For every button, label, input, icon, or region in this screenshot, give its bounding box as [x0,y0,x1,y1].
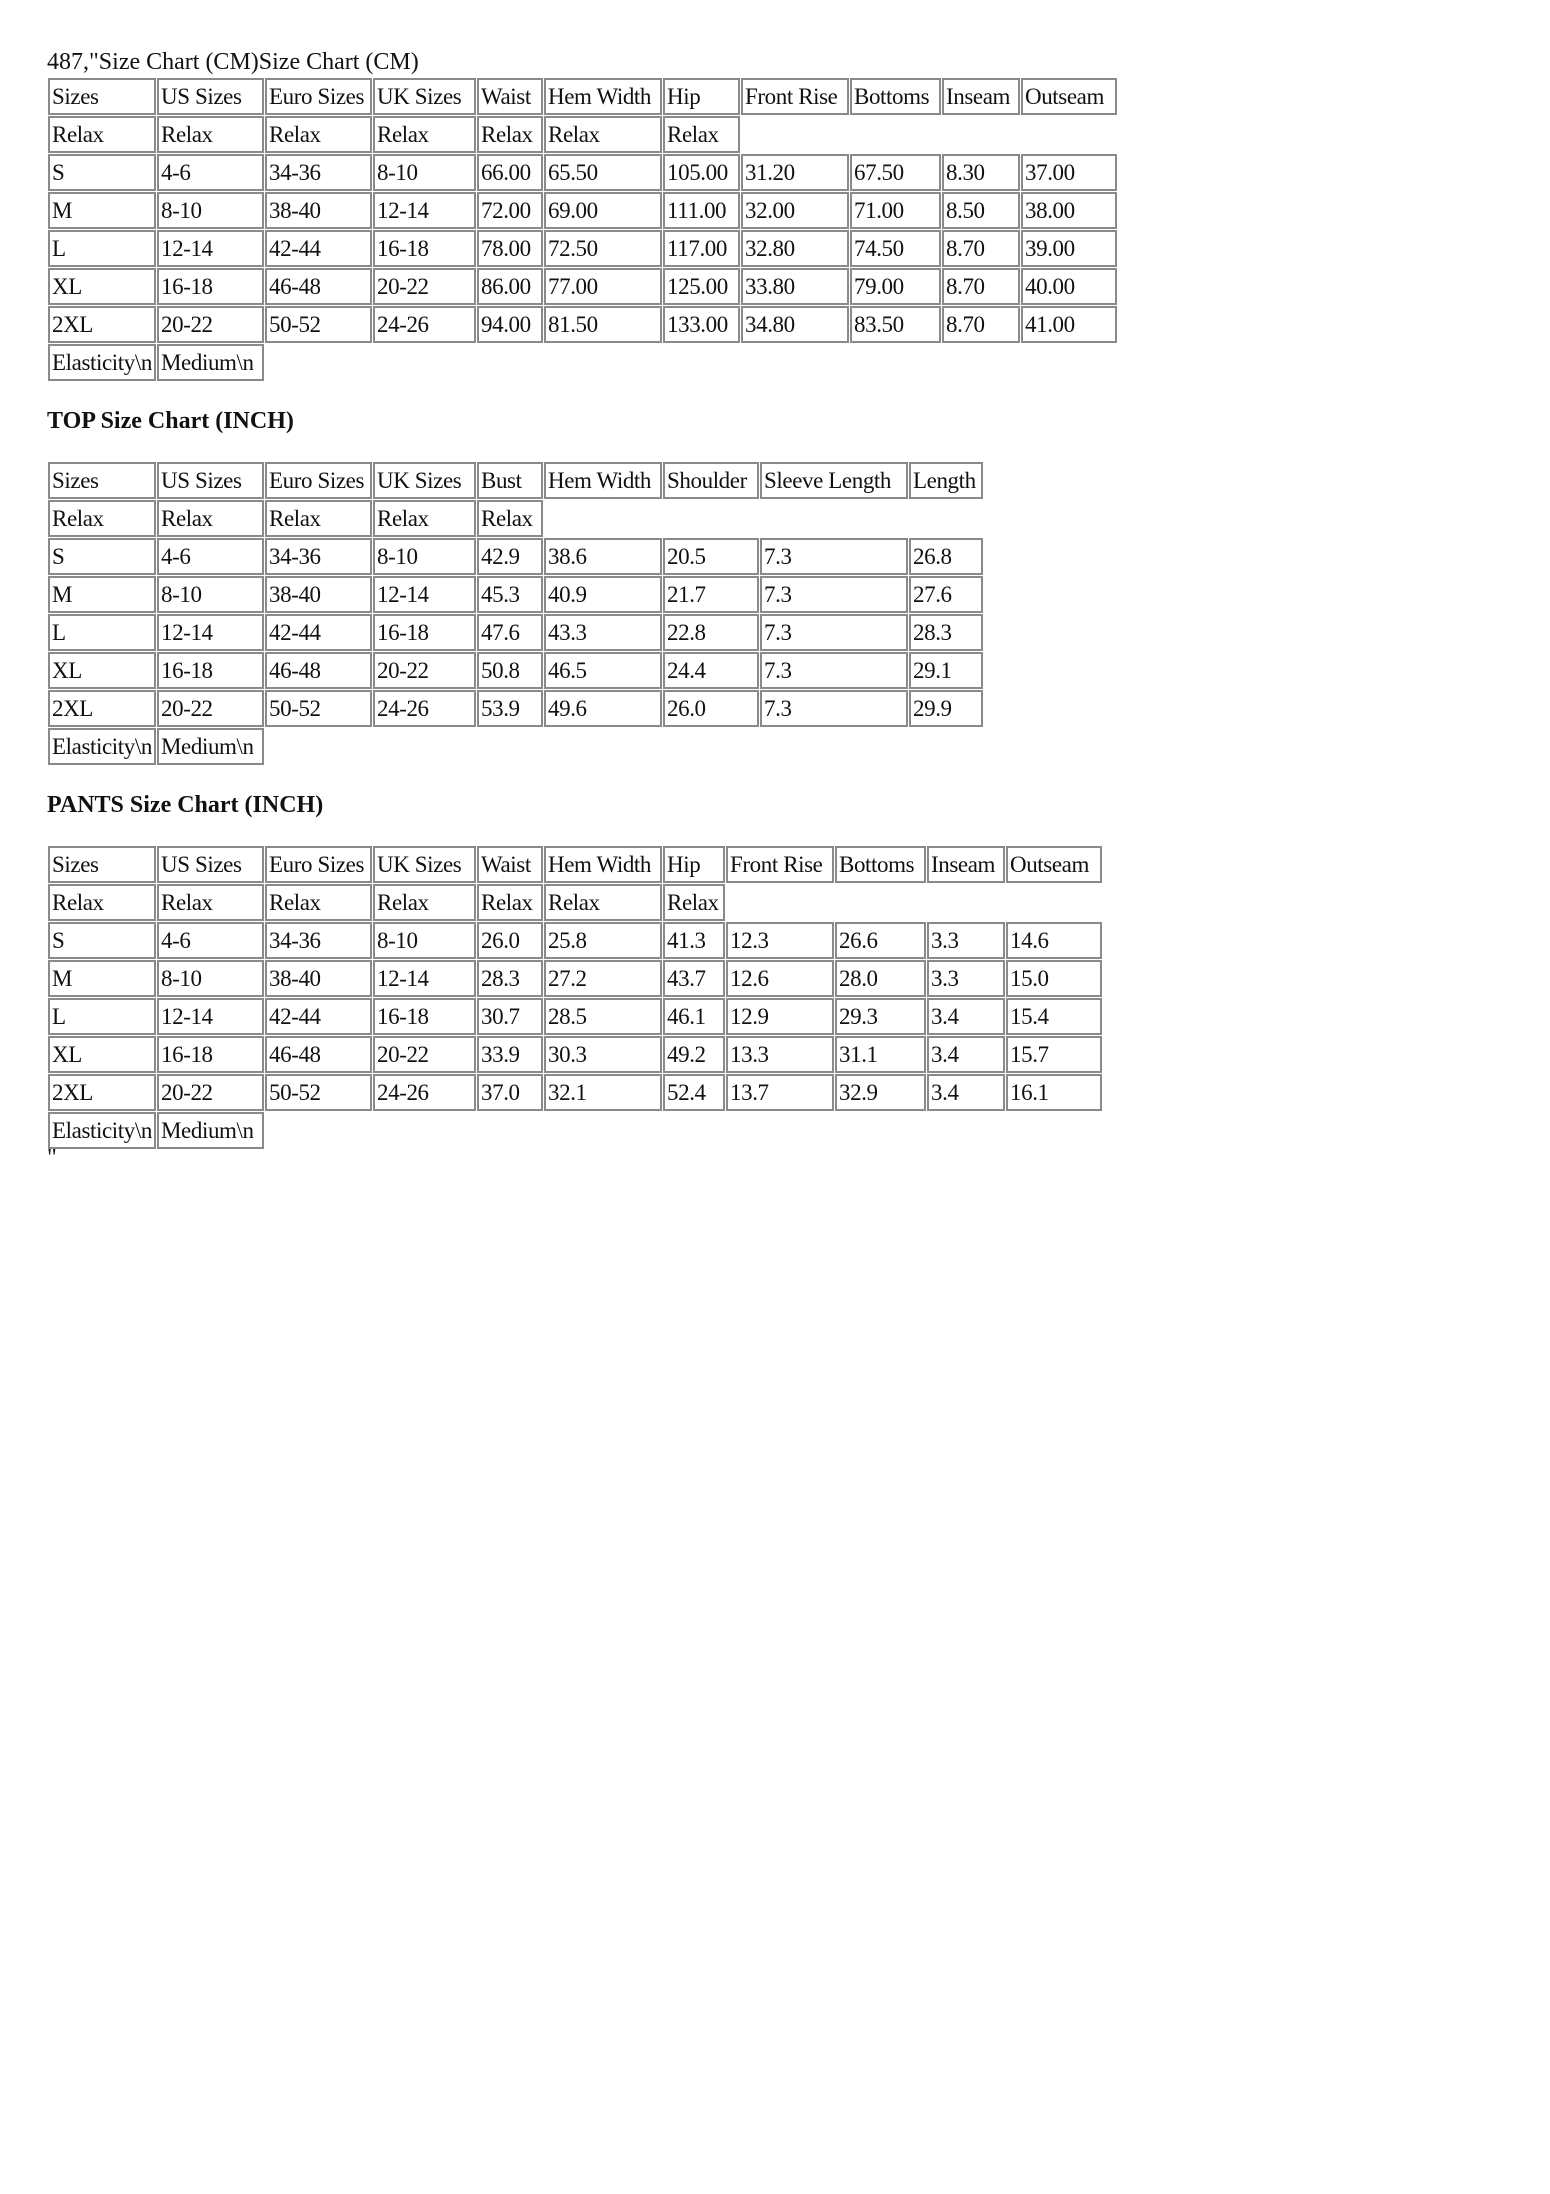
table-cell: 15.7 [1006,1036,1102,1073]
closing-quote: " [47,1145,57,1171]
empty-cell [850,116,941,153]
table-cell: 32.9 [835,1074,926,1111]
table-row [48,652,983,689]
empty-cell [927,1112,1005,1149]
table-cell: 45.3 [477,576,543,613]
table-cell: 34-36 [265,922,372,959]
table-cell: US Sizes [157,78,264,115]
table-cell: Elasticity\n [48,1112,156,1149]
table-cell: 38.6 [544,538,662,575]
empty-cell [373,344,476,381]
table-cell: 47.6 [477,614,543,651]
table-cell: 50-52 [265,690,372,727]
table-cell: 46-48 [265,1036,372,1073]
empty-cell [663,1112,725,1149]
table-cell: Relax [477,884,543,921]
table-cell: 20-22 [157,690,264,727]
table-cell: XL [48,652,156,689]
empty-cell [265,344,372,381]
table-row [48,922,1102,959]
table-cell: 27.2 [544,960,662,997]
table-cell: 8.70 [942,268,1020,305]
table-cell: Hip [663,846,725,883]
table-cell: Inseam [942,78,1020,115]
elasticity-row [48,728,983,765]
table-cell: 32.1 [544,1074,662,1111]
table-cell: Medium\n [157,1112,264,1149]
table-cell: 2XL [48,306,156,343]
table-cell: Relax [265,500,372,537]
table-cell: M [48,960,156,997]
table-cell: 28.3 [477,960,543,997]
table-cell: 12-14 [373,192,476,229]
table-cell: 26.0 [477,922,543,959]
table-cell: Relax [477,500,543,537]
table-row [48,154,1117,191]
table-cell: 16-18 [373,998,476,1035]
header-row [48,846,1102,883]
table-cell: 33.80 [741,268,849,305]
empty-cell [1021,116,1117,153]
empty-cell [942,116,1020,153]
table-cell: 3.3 [927,960,1005,997]
table-cell: 37.0 [477,1074,543,1111]
table-cell: Inseam [927,846,1005,883]
table-cell: 37.00 [1021,154,1117,191]
table-cell: Euro Sizes [265,78,372,115]
table-cell: 24-26 [373,1074,476,1111]
table-cell: 12.3 [726,922,834,959]
table-cell: 26.8 [909,538,983,575]
empty-cell [1006,1112,1102,1149]
table-cell: 14.6 [1006,922,1102,959]
empty-cell [663,728,759,765]
table-cell: 66.00 [477,154,543,191]
table-cell: 42.9 [477,538,543,575]
table-cell: 34-36 [265,154,372,191]
pants-chart-title: PANTS Size Chart (INCH) [47,792,324,818]
table-cell: Relax [48,116,156,153]
table-cell: 7.3 [760,652,908,689]
table-row [48,306,1117,343]
table-cell: 77.00 [544,268,662,305]
table-cell: 78.00 [477,230,543,267]
table-cell: 16-18 [157,268,264,305]
table-cell: Euro Sizes [265,462,372,499]
table-cell: 72.50 [544,230,662,267]
empty-cell [909,500,983,537]
table-cell: 12-14 [157,998,264,1035]
table-cell: 20.5 [663,538,759,575]
table-cell: S [48,538,156,575]
table-cell: 42-44 [265,998,372,1035]
table-cell: 20-22 [373,652,476,689]
table-cell: 26.6 [835,922,926,959]
empty-cell [544,500,662,537]
table-cell: Relax [477,116,543,153]
table-cell: L [48,230,156,267]
empty-cell [835,1112,926,1149]
table-cell: 42-44 [265,614,372,651]
table-cell: US Sizes [157,462,264,499]
table-cell: Outseam [1021,78,1117,115]
table-cell: Relax [663,884,725,921]
table-cell: 74.50 [850,230,941,267]
table-cell: 50-52 [265,306,372,343]
empty-cell [544,728,662,765]
table-cell: Relax [48,500,156,537]
table-row [48,538,983,575]
table-cell: 34-36 [265,538,372,575]
table-cell: 50-52 [265,1074,372,1111]
table-cell: 16-18 [157,652,264,689]
table-cell: Outseam [1006,846,1102,883]
table-row [48,230,1117,267]
empty-cell [741,344,849,381]
empty-cell [1021,344,1117,381]
table-cell: 28.0 [835,960,926,997]
table-cell: 83.50 [850,306,941,343]
empty-cell [544,1112,662,1149]
table-cell: Bottoms [850,78,941,115]
table-cell: 16-18 [373,614,476,651]
table-cell: 31.1 [835,1036,926,1073]
table-cell: S [48,154,156,191]
table-cell: Hem Width [544,846,662,883]
table-cell: Relax [157,500,264,537]
table-cell: 53.9 [477,690,543,727]
table-cell: Medium\n [157,344,264,381]
table-row [48,998,1102,1035]
table-cell: 2XL [48,1074,156,1111]
table-cell: 28.3 [909,614,983,651]
table-cell: L [48,998,156,1035]
table-cell: 8.50 [942,192,1020,229]
table-cell: 33.9 [477,1036,543,1073]
table-cell: 34.80 [741,306,849,343]
table-cell: Relax [157,884,264,921]
empty-cell [265,728,372,765]
table-cell: 12.9 [726,998,834,1035]
table-cell: 3.4 [927,1074,1005,1111]
table-cell: 8.70 [942,230,1020,267]
table-cell: S [48,922,156,959]
table-cell: Front Rise [726,846,834,883]
top-size-table [47,461,984,766]
table-cell: 43.3 [544,614,662,651]
table-cell: Relax [48,884,156,921]
table-cell: 2XL [48,690,156,727]
table-cell: Hem Width [544,78,662,115]
table-cell: 86.00 [477,268,543,305]
table-cell: 29.3 [835,998,926,1035]
table-cell: 7.3 [760,690,908,727]
table-cell: 38.00 [1021,192,1117,229]
table-cell: Sizes [48,462,156,499]
table-cell: 8-10 [157,576,264,613]
table-cell: 69.00 [544,192,662,229]
table-cell: 43.7 [663,960,725,997]
table-cell: L [48,614,156,651]
table-cell: XL [48,1036,156,1073]
table-cell: 41.00 [1021,306,1117,343]
header-row [48,78,1117,115]
table-cell: 24-26 [373,690,476,727]
elasticity-row [48,344,1117,381]
empty-cell [1006,884,1102,921]
table-cell: 4-6 [157,538,264,575]
table-row [48,960,1102,997]
table-cell: 81.50 [544,306,662,343]
empty-cell [909,728,983,765]
table-cell: 12.6 [726,960,834,997]
table-cell: UK Sizes [373,78,476,115]
table-cell: 111.00 [663,192,740,229]
table-cell: 8-10 [373,538,476,575]
table-cell: 30.7 [477,998,543,1035]
empty-cell [942,344,1020,381]
table-cell: 41.3 [663,922,725,959]
empty-cell [850,344,941,381]
table-cell: 21.7 [663,576,759,613]
table-cell: 8.70 [942,306,1020,343]
table-cell: Waist [477,846,543,883]
table-cell: Medium\n [157,728,264,765]
table-cell: 49.2 [663,1036,725,1073]
table-cell: 20-22 [373,268,476,305]
table-cell: 20-22 [373,1036,476,1073]
table-row [48,192,1117,229]
table-cell: 8-10 [157,960,264,997]
table-cell: M [48,576,156,613]
table-cell: 24-26 [373,306,476,343]
table-cell: 38-40 [265,192,372,229]
table-cell: Relax [373,884,476,921]
table-cell: Relax [373,500,476,537]
table-cell: Euro Sizes [265,846,372,883]
table-cell: 133.00 [663,306,740,343]
table-cell: Elasticity\n [48,728,156,765]
table-cell: 25.8 [544,922,662,959]
table-cell: 15.4 [1006,998,1102,1035]
pants-size-table [47,845,1103,1150]
table-cell: 8-10 [373,154,476,191]
table-cell: Hip [663,78,740,115]
table-cell: Relax [373,116,476,153]
table-cell: 38-40 [265,576,372,613]
table-cell: Hem Width [544,462,662,499]
table-cell: UK Sizes [373,846,476,883]
table-cell: 3.4 [927,1036,1005,1073]
empty-cell [726,884,834,921]
table-cell: 8-10 [157,192,264,229]
table-cell: Relax [544,884,662,921]
table-cell: 20-22 [157,306,264,343]
table-cell: M [48,192,156,229]
empty-cell [741,116,849,153]
table-cell: 12-14 [373,576,476,613]
table-cell: 3.4 [927,998,1005,1035]
table-cell: 24.4 [663,652,759,689]
top-chart-title: TOP Size Chart (INCH) [47,408,294,434]
table-cell: 46.5 [544,652,662,689]
table-row [48,576,983,613]
table-cell: 4-6 [157,922,264,959]
table-cell: 31.20 [741,154,849,191]
empty-cell [373,1112,476,1149]
document-heading: 487,"Size Chart (CM)Size Chart (CM) [47,49,419,75]
empty-cell [477,344,543,381]
table-cell: 79.00 [850,268,941,305]
table-cell: Sizes [48,846,156,883]
table-cell: Shoulder [663,462,759,499]
table-cell: 8.30 [942,154,1020,191]
empty-cell [760,728,908,765]
table-cell: 32.80 [741,230,849,267]
table-cell: 40.00 [1021,268,1117,305]
table-cell: 7.3 [760,576,908,613]
cm-size-table [47,77,1118,382]
empty-cell [760,500,908,537]
table-cell: 13.7 [726,1074,834,1111]
table-cell: Bust [477,462,543,499]
relax-row [48,500,983,537]
table-cell: 125.00 [663,268,740,305]
table-cell: 4-6 [157,154,264,191]
table-cell: 8-10 [373,922,476,959]
table-cell: 67.50 [850,154,941,191]
table-cell: US Sizes [157,846,264,883]
table-cell: Relax [157,116,264,153]
table-cell: 29.9 [909,690,983,727]
empty-cell [265,1112,372,1149]
table-cell: Relax [663,116,740,153]
table-cell: 7.3 [760,538,908,575]
table-cell: 42-44 [265,230,372,267]
table-cell: 16-18 [157,1036,264,1073]
table-cell: 13.3 [726,1036,834,1073]
relax-row [48,116,1117,153]
table-cell: Relax [265,884,372,921]
table-cell: Waist [477,78,543,115]
table-cell: 46-48 [265,268,372,305]
table-cell: 46.1 [663,998,725,1035]
table-cell: 72.00 [477,192,543,229]
table-cell: 71.00 [850,192,941,229]
table-cell: 117.00 [663,230,740,267]
table-cell: 52.4 [663,1074,725,1111]
table-cell: 28.5 [544,998,662,1035]
table-cell: UK Sizes [373,462,476,499]
table-cell: 15.0 [1006,960,1102,997]
table-row [48,1036,1102,1073]
table-cell: 65.50 [544,154,662,191]
table-cell: 7.3 [760,614,908,651]
table-cell: 26.0 [663,690,759,727]
empty-cell [663,500,759,537]
empty-cell [477,1112,543,1149]
empty-cell [663,344,740,381]
table-row [48,268,1117,305]
table-cell: 16-18 [373,230,476,267]
table-cell: 40.9 [544,576,662,613]
table-cell: Sizes [48,78,156,115]
table-cell: Elasticity\n [48,344,156,381]
table-cell: 38-40 [265,960,372,997]
table-cell: 12-14 [157,230,264,267]
table-cell: Relax [265,116,372,153]
table-cell: Front Rise [741,78,849,115]
empty-cell [835,884,926,921]
table-cell: 49.6 [544,690,662,727]
header-row [48,462,983,499]
table-cell: XL [48,268,156,305]
table-cell: Length [909,462,983,499]
table-cell: 27.6 [909,576,983,613]
table-cell: 46-48 [265,652,372,689]
table-cell: 39.00 [1021,230,1117,267]
table-cell: Sleeve Length [760,462,908,499]
empty-cell [927,884,1005,921]
table-row [48,690,983,727]
elasticity-row [48,1112,1102,1149]
table-cell: 16.1 [1006,1074,1102,1111]
table-cell: 105.00 [663,154,740,191]
table-cell: 20-22 [157,1074,264,1111]
table-cell: Bottoms [835,846,926,883]
empty-cell [477,728,543,765]
table-cell: 3.3 [927,922,1005,959]
table-cell: 94.00 [477,306,543,343]
table-cell: 50.8 [477,652,543,689]
table-row [48,1074,1102,1111]
relax-row [48,884,1102,921]
table-cell: Relax [544,116,662,153]
table-cell: 22.8 [663,614,759,651]
empty-cell [726,1112,834,1149]
table-cell: 12-14 [373,960,476,997]
table-cell: 30.3 [544,1036,662,1073]
empty-cell [544,344,662,381]
table-cell: 12-14 [157,614,264,651]
table-cell: 32.00 [741,192,849,229]
table-cell: 29.1 [909,652,983,689]
empty-cell [373,728,476,765]
table-row [48,614,983,651]
